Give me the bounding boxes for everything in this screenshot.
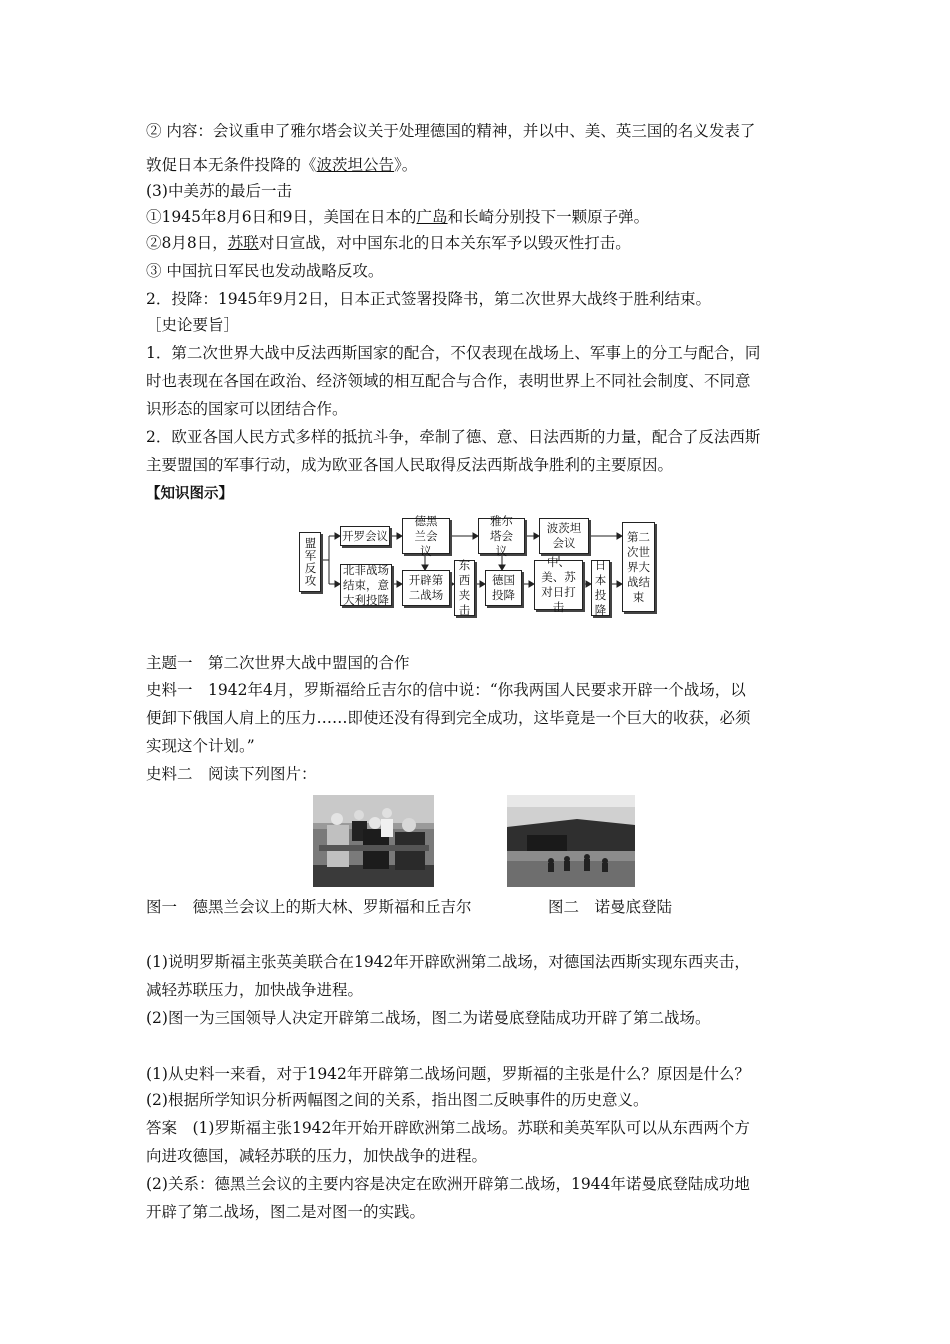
paragraph-line: 2．投降：1945年9月2日，日本正式签署投降书，第二次世界大战终于胜利结束。 (146, 290, 712, 308)
paragraph-line: 史料二 阅读下列图片： (146, 765, 317, 783)
text: 》。 (394, 156, 418, 174)
paragraph-line: 识形态的国家可以团结合作。 (146, 400, 348, 418)
paragraph-line: ② 内容：会议重申了雅尔塔会议关于处理德国的精神，并以中、美、英三国的名义发表了 (146, 122, 756, 140)
diagram-node-potsdam: 波茨坦会议 (539, 518, 589, 554)
diagram-node-tehran: 德黑兰会议 (402, 518, 450, 554)
paragraph-line (146, 232, 631, 254)
section-heading: 【知识图示】 (146, 486, 233, 502)
diagram-node-kairo: 开罗会议 (340, 526, 390, 546)
paragraph-line: 实现这个计划。” (146, 737, 255, 755)
paragraph-line: ③ 中国抗日军民也发动战略反攻。 (146, 262, 384, 280)
paragraph-line: 史料一 1942年4月，罗斯福给丘吉尔的信中说：“你我两国人民要求开辟一个战场，以 (146, 681, 746, 699)
diagram-node-yalta: 雅尔塔会议 (478, 518, 525, 554)
paragraph-line: 便卸下俄国人肩上的压力……即使还没有得到完全成功，这毕竟是一个巨大的收获，必须 (146, 709, 751, 727)
figure-caption-2: 图二 诺曼底登陆 (548, 898, 673, 916)
question-line: (1)从史料一来看，对于1942年开辟第二战场问题，罗斯福的主张是什么？原因是什么？ (146, 1065, 750, 1083)
diagram-node-north-africa: 北非战场结束，意大利投降 (340, 564, 392, 606)
topic-heading: 主题一 第二次世界大战中盟国的合作 (146, 654, 410, 672)
text: 敦促日本无条件投降的《 (146, 156, 317, 174)
tehran-conference-photo (313, 795, 434, 887)
underlined-term: 苏联 (227, 234, 259, 252)
paragraph-line: 时也表现在各国在政治、经济领域的相互配合与合作，表明世界上不同社会制度、不同意 (146, 372, 751, 390)
diagram-node-strike: 中、美、苏对日打击 (534, 560, 583, 610)
answer-line: 开辟了第二战场，图二是对图一的实践。 (146, 1203, 426, 1221)
paragraph-line: (2)图一为三国领导人决定开辟第二战场，图二为诺曼底登陆成功开辟了第二战场。 (146, 1009, 711, 1027)
normandy-photo-drawing (507, 795, 635, 887)
diagram-node-japan: 日本投降 (591, 560, 610, 616)
answer-line: (2)关系：德黑兰会议的主要内容是决定在欧洲开辟第二战场，1944年诺曼底登陆成功地 (146, 1175, 750, 1193)
text: 对日宣战，对中国东北的日本关东军予以毁灭性打击。 (258, 234, 631, 252)
paragraph-line: 减轻苏联压力，加快战争进程。 (146, 981, 364, 999)
diagram-node-end: 第二次世界大战结束 (622, 522, 655, 612)
diagram-node-germany: 德国投降 (485, 570, 522, 606)
paragraph-line: 1．第二次世界大战中反法西斯国家的配合，不仅表现在战场上、军事上的分工与配合，同 (146, 344, 761, 362)
normandy-landing-photo (507, 795, 635, 887)
section-label: ［史论要旨］ (146, 316, 240, 334)
subheading: (3)中美苏的最后一击 (146, 182, 292, 200)
text: ①1945年8月6日和9日，美国在日本的 (146, 208, 417, 226)
text: ②8月8日， (146, 234, 228, 252)
figure-caption-1: 图一 德黑兰会议上的斯大林、罗斯福和丘吉尔 (146, 898, 472, 916)
paragraph-line: (1)说明罗斯福主张英美联合在1942年开辟欧洲第二战场，对德国法西斯实现东西夹击， (146, 953, 750, 971)
diagram-node-start: 盟军反攻 (299, 532, 321, 592)
paragraph-line: 2．欧亚各国人民方式多样的抵抗斗争，牵制了德、意、日法西斯的力量，配合了反法西斯 (146, 428, 761, 446)
paragraph-line (146, 206, 649, 228)
answer-line: 向进攻德国，减轻苏联的压力，加快战争的进程。 (146, 1147, 488, 1165)
answer-line: 答案 (1)罗斯福主张1942年开始开辟欧洲第二战场。苏联和美英军队可以从东西两个方 (146, 1119, 750, 1137)
paragraph-line (146, 154, 417, 176)
text: 和长崎分别投下一颗原子弹。 (447, 208, 650, 226)
question-line: (2)根据所学知识分析两幅图之间的关系，指出图二反映事件的历史意义。 (146, 1091, 649, 1109)
diagram-node-second-front: 开辟第二战场 (402, 570, 450, 606)
underlined-term: 广岛 (416, 208, 448, 226)
tehran-photo-drawing (313, 795, 434, 887)
underlined-term: 波茨坦公告 (316, 156, 395, 174)
diagram-node-east-west: 东西夹击 (454, 560, 475, 616)
paragraph-line: 主要盟国的军事行动，成为欧亚各国人民取得反法西斯战争胜利的主要原因。 (146, 456, 674, 474)
